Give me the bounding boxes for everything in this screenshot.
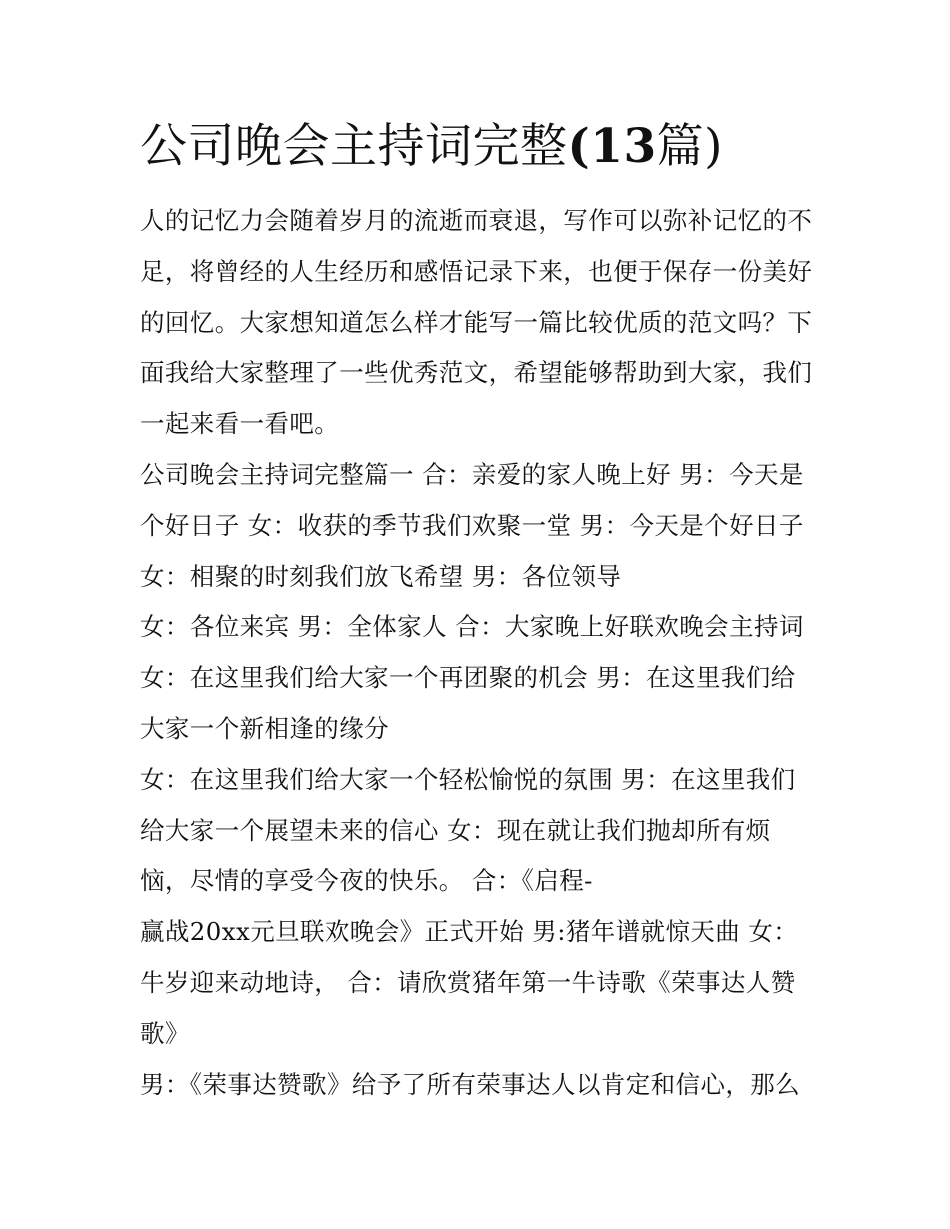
text-line: 赢战20xx元旦联欢晚会》正式开始 男:猪年谱就惊天曲 女： [140,917,799,947]
text-line: 的回忆。大家想知道怎么样才能写一篇比较优质的范文吗？下 [140,307,813,337]
text-line: 牛岁迎来动地诗， 合：请欣赏猪年第一牛诗歌《荣事达人赞 [140,967,796,997]
title-text: 公司晚会主持词完整 [140,119,568,174]
text-line: 足，将曾经的人生经历和感悟记录下来，也便于保存一份美好 [140,256,813,286]
text-line: 女：各位来宾 男：全体家人 合：大家晚上好联欢晚会主持词 [140,612,804,642]
text-line: 个好日子 女：收获的季节我们欢聚一堂 男：今天是个好日子 [140,510,804,540]
text-line: 面我给大家整理了一些优秀范文，希望能够帮助到大家，我们 [140,358,813,388]
title-suffix: 篇) [656,119,723,174]
text-line: 男：《荣事达赞歌》给予了所有荣事达人以肯定和信心，那么 [140,1069,801,1099]
text-line: 恼，尽情的享受今夜的快乐。 合：《启程- [140,866,593,896]
text-line: 女：在这里我们给大家一个轻松愉悦的氛围 男：在这里我们 [140,764,796,794]
text-line: 人的记忆力会随着岁月的流逝而衰退，写作可以弥补记忆的不 [140,206,813,235]
text-line: 给大家一个展望未来的信心 女：现在就让我们抛却所有烦 [140,815,771,845]
document-body [140,196,830,1110]
text-line: 一起来看一看吧。 [140,409,340,439]
text-line: 大家一个新相逢的缘分 [140,713,389,743]
text-line: 女：相聚的时刻我们放飞希望 男：各位领导 [140,561,622,591]
text-line: 女：在这里我们给大家一个再团聚的机会 男：在这里我们给 [140,663,796,693]
text-line: 歌》 [140,1018,190,1048]
title-count: (13 [567,119,657,174]
document-title [140,112,723,182]
text-line: 公司晚会主持词完整篇一 合：亲爱的家人晚上好 男：今天是 [140,459,804,489]
